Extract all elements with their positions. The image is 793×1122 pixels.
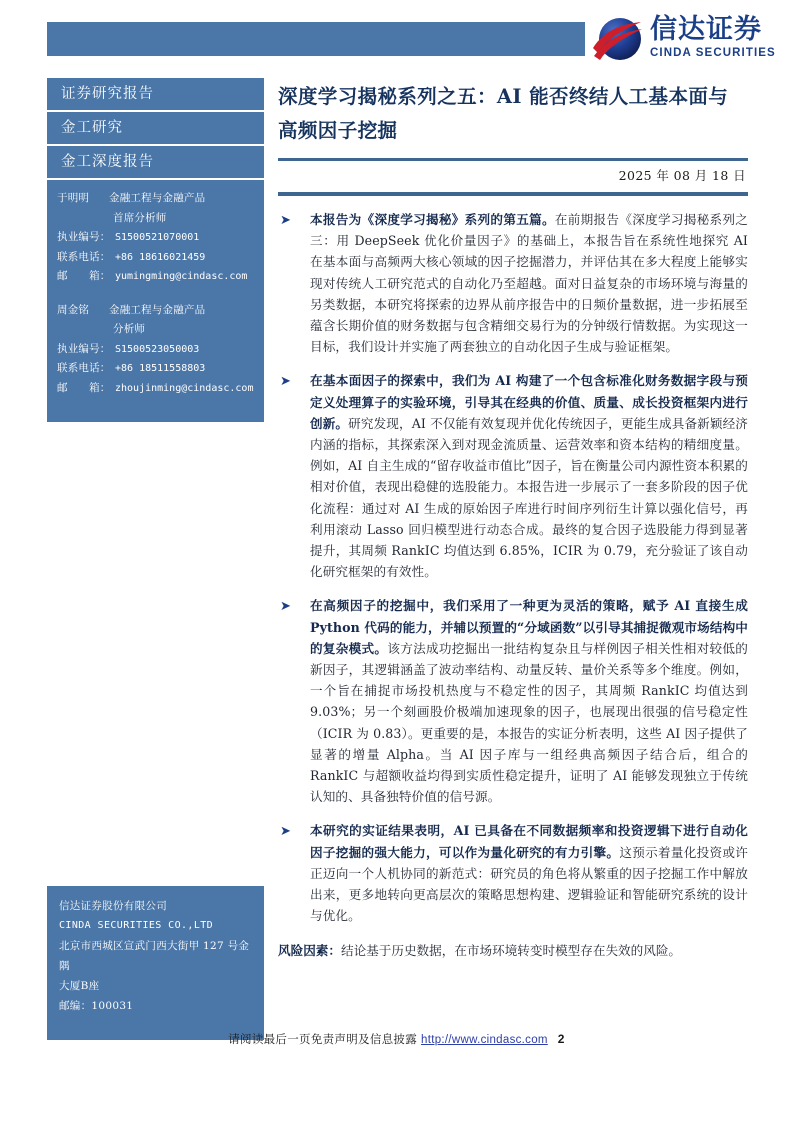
summary-bullet-lead: 本研究的实证结果表明，AI 已具备在不同数据频率和投资逻辑下进行自动化因子挖掘的强大能力，可以作为量化研究的有力引擎。 xyxy=(310,823,748,860)
report-date: 2025 年 08 月 18 日 xyxy=(618,168,746,183)
summary-bullet-body: 研究发现，AI 不仅能有效复现并优化传统因子，更能生成具备新颖经济内涵的指标，其探索深入到对现金流质量、运营效率和资本结构的精细度量。例如，AI 自主生成的“留存收益市值比”因子，旨在衡量公司内源性资本积累的相对价值，表现出稳健的选股能力。本报告进一步展示了一套多阶段的因子优化流程：通过对 AI 生成的原始因子库进行时间序列衍生计算以强化信号，再利用滚动 Lasso 回归模型进行动态合成。最终的复合因子选股能力得到显著提升，其周频 RankIC 均值达到 6.85%，ICIR 为 0.79，充分验证了该自动化研究框架的有效性。 xyxy=(310,415,748,580)
footer-website-link[interactable]: http://www.cindasc.com xyxy=(421,1034,548,1046)
arrow-bullet-icon: ➤ xyxy=(280,599,291,615)
analyst-license-label: 执业编号： xyxy=(57,342,111,355)
summary-bullet-body: 这预示着量化投资或许正迈向一个人机协同的新范式：研究员的角色将从繁重的因子挖掘工作中解放出来，更多地转向更高层次的策略思想构建、逻辑验证和智能研究系统的设计与优化。 xyxy=(310,844,748,924)
sidebar-company-info xyxy=(47,886,264,1040)
brand-name-en: CINDA SECURITIES xyxy=(650,47,776,59)
analyst-email-row xyxy=(57,267,254,287)
analyst-role: 分析师 xyxy=(113,323,146,335)
summary-bullet-text xyxy=(310,209,748,357)
summary-bullet-text xyxy=(310,595,748,807)
analyst-name-row xyxy=(57,189,254,209)
page-header xyxy=(0,0,793,78)
analyst-license-row xyxy=(57,228,254,248)
arrow-bullet-icon: ➤ xyxy=(280,824,291,840)
analyst-license-value: S1500521070001 xyxy=(115,232,200,243)
title-divider-bottom xyxy=(278,192,748,196)
analyst-phone-label: 联系电话： xyxy=(57,250,111,263)
analyst-phone-label: 联系电话： xyxy=(57,362,111,374)
summary-bullet xyxy=(278,370,748,582)
footer-content xyxy=(228,1031,565,1047)
risk-factors xyxy=(278,940,748,961)
sidebar-tag-research-report: 证券研究报告 xyxy=(47,78,264,110)
summary-bullet xyxy=(278,209,748,357)
brand-logo-text xyxy=(650,14,790,60)
cinda-swoosh-logo-icon xyxy=(592,15,644,63)
brand-logo xyxy=(592,12,787,68)
analyst-phone-value: +86 18511558803 xyxy=(115,363,206,374)
summary-bullet-lead: 本报告为《深度学习揭秘》系列的第五篇。 xyxy=(310,212,555,227)
analyst-name-row xyxy=(57,301,254,321)
page-number: 2 xyxy=(557,1032,565,1046)
summary-bullet xyxy=(278,820,748,926)
analyst-entry-primary xyxy=(57,189,254,287)
company-postcode: 邮编：100031 xyxy=(59,1000,134,1012)
summary-bullet-lead: 在高频因子的挖掘中，我们采用了一种更为灵活的策略，赋予 AI 直接生成 Python 代码的能力，并辅以预置的“分域函数”以引导其捕捉微观市场结构中的复杂模式。 xyxy=(310,598,748,656)
risk-factors-text: 结论基于历史数据，在市场环境转变时模型存在失效的风险。 xyxy=(340,942,681,958)
analyst-email-value: yumingming@cindasc.com xyxy=(115,271,248,282)
company-address-line-2: 大厦B座 xyxy=(59,980,100,992)
analyst-email-label: 邮 箱： xyxy=(57,270,111,282)
analyst-phone-row xyxy=(57,359,254,379)
company-address-line-1: 北京市西城区宣武门西大街甲 127 号金隅 xyxy=(59,940,250,972)
analyst-email-value: zhoujinming@cindasc.com xyxy=(115,382,254,394)
company-name-cn: 信达证券股份有限公司 xyxy=(59,900,167,912)
header-accent-bar xyxy=(47,22,585,56)
summary-bullet xyxy=(278,595,748,807)
summary-bullet-lead: 在基本面因子的探索中，我们为 AI 构建了一个包含标准化财务数据字段与预定义处理算子的实验环境，引导其在经典的价值、质量、成长投资框架内进行创新。 xyxy=(310,373,748,431)
main-content xyxy=(278,80,748,961)
analyst-license-value: S1500523050003 xyxy=(115,343,200,355)
analyst-phone-row xyxy=(57,248,254,268)
sidebar xyxy=(47,78,264,1040)
sidebar-tag-quant-research: 金工研究 xyxy=(47,112,264,144)
summary-bullet-body: 该方法成功挖掘出一批结构复杂且与样例因子相关性相对较低的新因子，其逻辑涵盖了波动率结构、动量反转、量价关系等多个维度。例如，一个旨在捕捉市场投机热度与不稳定性的因子，其周频 RankIC 均值达到 9.03%；另一个刻画股价极端加速现象的因子，也展现出很强的信号稳定性（ICIR 为 0.83）。更重要的是，本报告的实证分析表明，这些 AI 因子提供了显著的增量 Alpha。当 AI 因子库与一组经典高频因子结合后，组合的 RankIC 与超额收益均得到实质性稳定提升，证明了 AI 能够发现独立于传统认知的、具备独特价值的信号源。 xyxy=(310,640,748,805)
summary-bullet-body: 在前期报告《深度学习揭秘系列之三：用 DeepSeek 优化价量因子》的基础上，本报告旨在系统性地探究 AI 在基本面与高频两大核心领域的因子挖掘潜力，并评估其在多大程度上能够实现对传统人工研究范式的自动化乃至超越。面对日益复杂的市场环境与海量的另类数据，本研究将探索的边界从前序报告中的日频价量数据，进一步拓展至蕴含长期价值的财务数据与包含精细交易行为的分钟级行情数据。为实现这一目标，我们设计并实施了两套独立的自动化因子生成与验证框架。 xyxy=(310,212,748,355)
analyst-license-row xyxy=(57,340,254,360)
page-title: 深度学习揭秘系列之五：AI 能否终结人工基本面与高频因子挖掘 xyxy=(278,85,729,142)
analyst-role: 首席分析师 xyxy=(113,211,167,224)
company-name-en: CINDA SECURITIES CO.,LTD xyxy=(59,920,214,931)
summary-bullet-text xyxy=(310,820,748,926)
analyst-email-label: 邮 箱： xyxy=(57,381,111,394)
summary-bullet-text xyxy=(310,370,748,582)
analyst-entry-secondary xyxy=(57,301,254,399)
analyst-email-row xyxy=(57,379,254,399)
analyst-name: 周金铭 xyxy=(57,303,90,316)
brand-name-cn: 信达证券 xyxy=(650,14,762,45)
analyst-name: 于明明 xyxy=(57,192,90,204)
risk-factors-label: 风险因素： xyxy=(278,942,341,958)
analyst-department: 金融工程与金融产品 xyxy=(109,192,206,204)
analyst-license-label: 执业编号： xyxy=(57,231,111,243)
analyst-phone-value: +86 18616021459 xyxy=(115,251,206,263)
footer-disclaimer-notice: 请阅读最后一页免责声明及信息披露 xyxy=(228,1032,418,1046)
sidebar-tag-indepth-report: 金工深度报告 xyxy=(47,146,264,178)
arrow-bullet-icon: ➤ xyxy=(280,374,291,390)
analyst-contact-panel xyxy=(47,180,264,422)
page-footer xyxy=(0,1030,793,1048)
analyst-department: 金融工程与金融产品 xyxy=(109,303,206,316)
arrow-bullet-icon: ➤ xyxy=(280,213,291,228)
